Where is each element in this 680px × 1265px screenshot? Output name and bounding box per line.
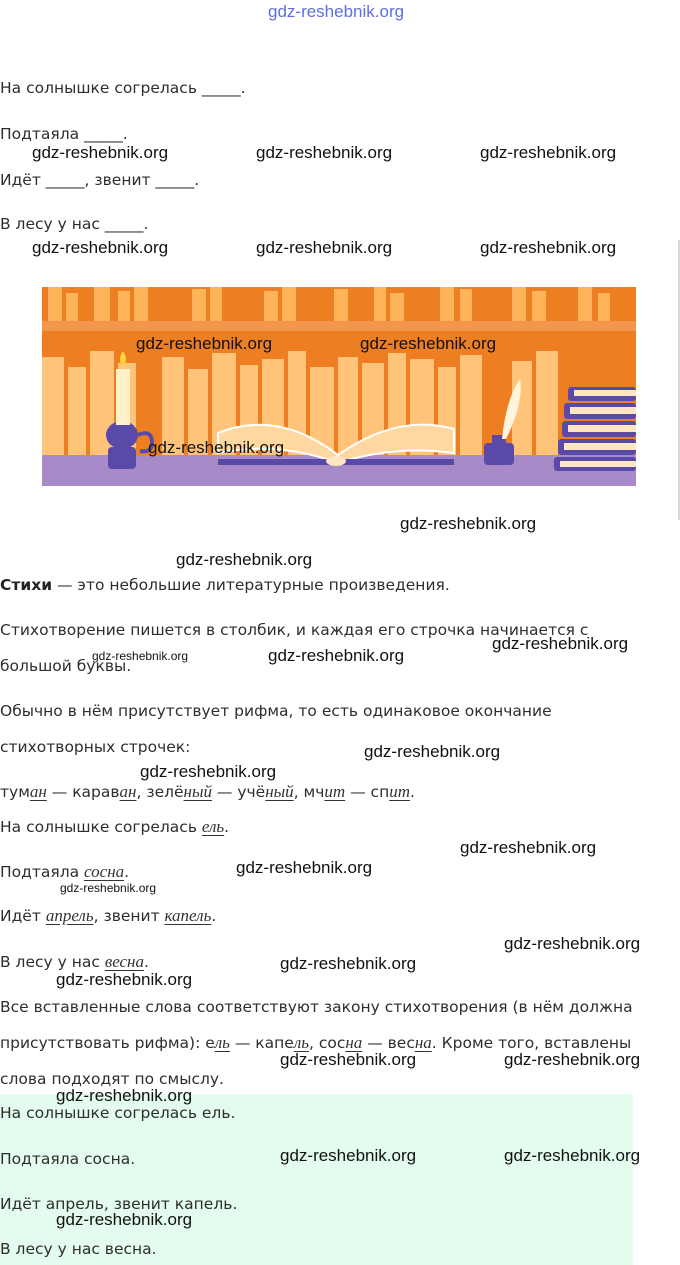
rhyme-examples: туман — караван, зелёный — учёный, мчит — спит.: [0, 782, 415, 801]
watermark: gdz-reshebnik.org: [280, 1050, 417, 1069]
answer-line-3: Идёт апрель, звенит капель.: [0, 1195, 238, 1213]
watermark: gdz-reshebnik.org: [256, 143, 393, 162]
watermark: gdz-reshebnik.org: [32, 143, 169, 162]
exercise-line-1: На солнышке согрелась _____.: [0, 79, 246, 97]
paragraph-line: Обычно в нём присутствует рифма, то есть одинаковое окончание: [0, 702, 552, 720]
filled-line-2: Подтаяла сосна.: [0, 862, 130, 881]
watermark: gdz-reshebnik.org: [56, 970, 193, 989]
paragraph-line: стихотворных строчек:: [0, 738, 191, 756]
answer-line-2: Подтаяла сосна.: [0, 1150, 136, 1168]
explanation-line-3: слова подходят по смыслу.: [0, 1070, 224, 1088]
inserted-word: капель: [164, 906, 212, 925]
exercise-line-3: Идёт _____, звенит _____.: [0, 171, 200, 189]
watermark: gdz-reshebnik.org: [92, 649, 189, 663]
answer-line-1: На солнышке согрелась ель.: [0, 1104, 236, 1122]
watermark: gdz-reshebnik.org: [60, 881, 157, 895]
watermark: gdz-reshebnik.org: [504, 934, 641, 953]
watermark: gdz-reshebnik.org: [148, 438, 285, 457]
watermark: gdz-reshebnik.org: [504, 1050, 641, 1069]
watermark: gdz-reshebnik.org: [364, 742, 501, 761]
paragraph-line: большой буквы.: [0, 657, 132, 675]
watermark: gdz-reshebnik.org: [492, 634, 629, 653]
watermark: gdz-reshebnik.org: [504, 1146, 641, 1165]
watermark: gdz-reshebnik.org: [360, 334, 497, 353]
inserted-word: весна: [104, 952, 144, 971]
watermark-top: gdz-reshebnik.org: [268, 2, 405, 21]
watermark: gdz-reshebnik.org: [480, 238, 617, 257]
filled-line-3: Идёт апрель, звенит капель.: [0, 906, 217, 925]
watermark: gdz-reshebnik.org: [32, 238, 169, 257]
exercise-line-4: В лесу у нас _____.: [0, 215, 149, 233]
watermark: gdz-reshebnik.org: [56, 1210, 193, 1229]
filled-line-1: На солнышке согрелась ель.: [0, 817, 230, 836]
term-poems: Стихи: [0, 576, 53, 594]
explanation-line-2: присутствовать рифма): ель — капель, сосна — весна. Кроме того, вставлены: [0, 1033, 632, 1052]
definition-line: Стихи — это небольшие литературные произведения.: [0, 576, 450, 594]
filled-line-4: В лесу у нас весна.: [0, 952, 149, 971]
inserted-word: сосна: [84, 862, 125, 881]
watermark: gdz-reshebnik.org: [268, 646, 405, 665]
watermark: gdz-reshebnik.org: [140, 762, 277, 781]
watermark: gdz-reshebnik.org: [280, 1146, 417, 1165]
watermark: gdz-reshebnik.org: [136, 334, 273, 353]
bookshelf-illustration: [42, 287, 636, 486]
inserted-word: ель: [201, 817, 225, 836]
answer-line-4: В лесу у нас весна.: [0, 1240, 157, 1258]
watermark: gdz-reshebnik.org: [400, 514, 537, 533]
explanation-line-1: Все вставленные слова соответствуют закону стихотворения (в нём должна: [0, 998, 633, 1016]
watermark: gdz-reshebnik.org: [236, 858, 373, 877]
watermark: gdz-reshebnik.org: [56, 1086, 193, 1105]
inserted-word: апрель: [45, 906, 94, 925]
watermark: gdz-reshebnik.org: [176, 550, 313, 569]
watermark: gdz-reshebnik.org: [480, 143, 617, 162]
watermark: gdz-reshebnik.org: [256, 238, 393, 257]
paragraph-line: Стихотворение пишется в столбик, и каждая его строчка начинается с: [0, 621, 589, 639]
exercise-line-2: Подтаяла _____.: [0, 125, 128, 143]
watermark: gdz-reshebnik.org: [460, 838, 597, 857]
watermark: gdz-reshebnik.org: [280, 954, 417, 973]
